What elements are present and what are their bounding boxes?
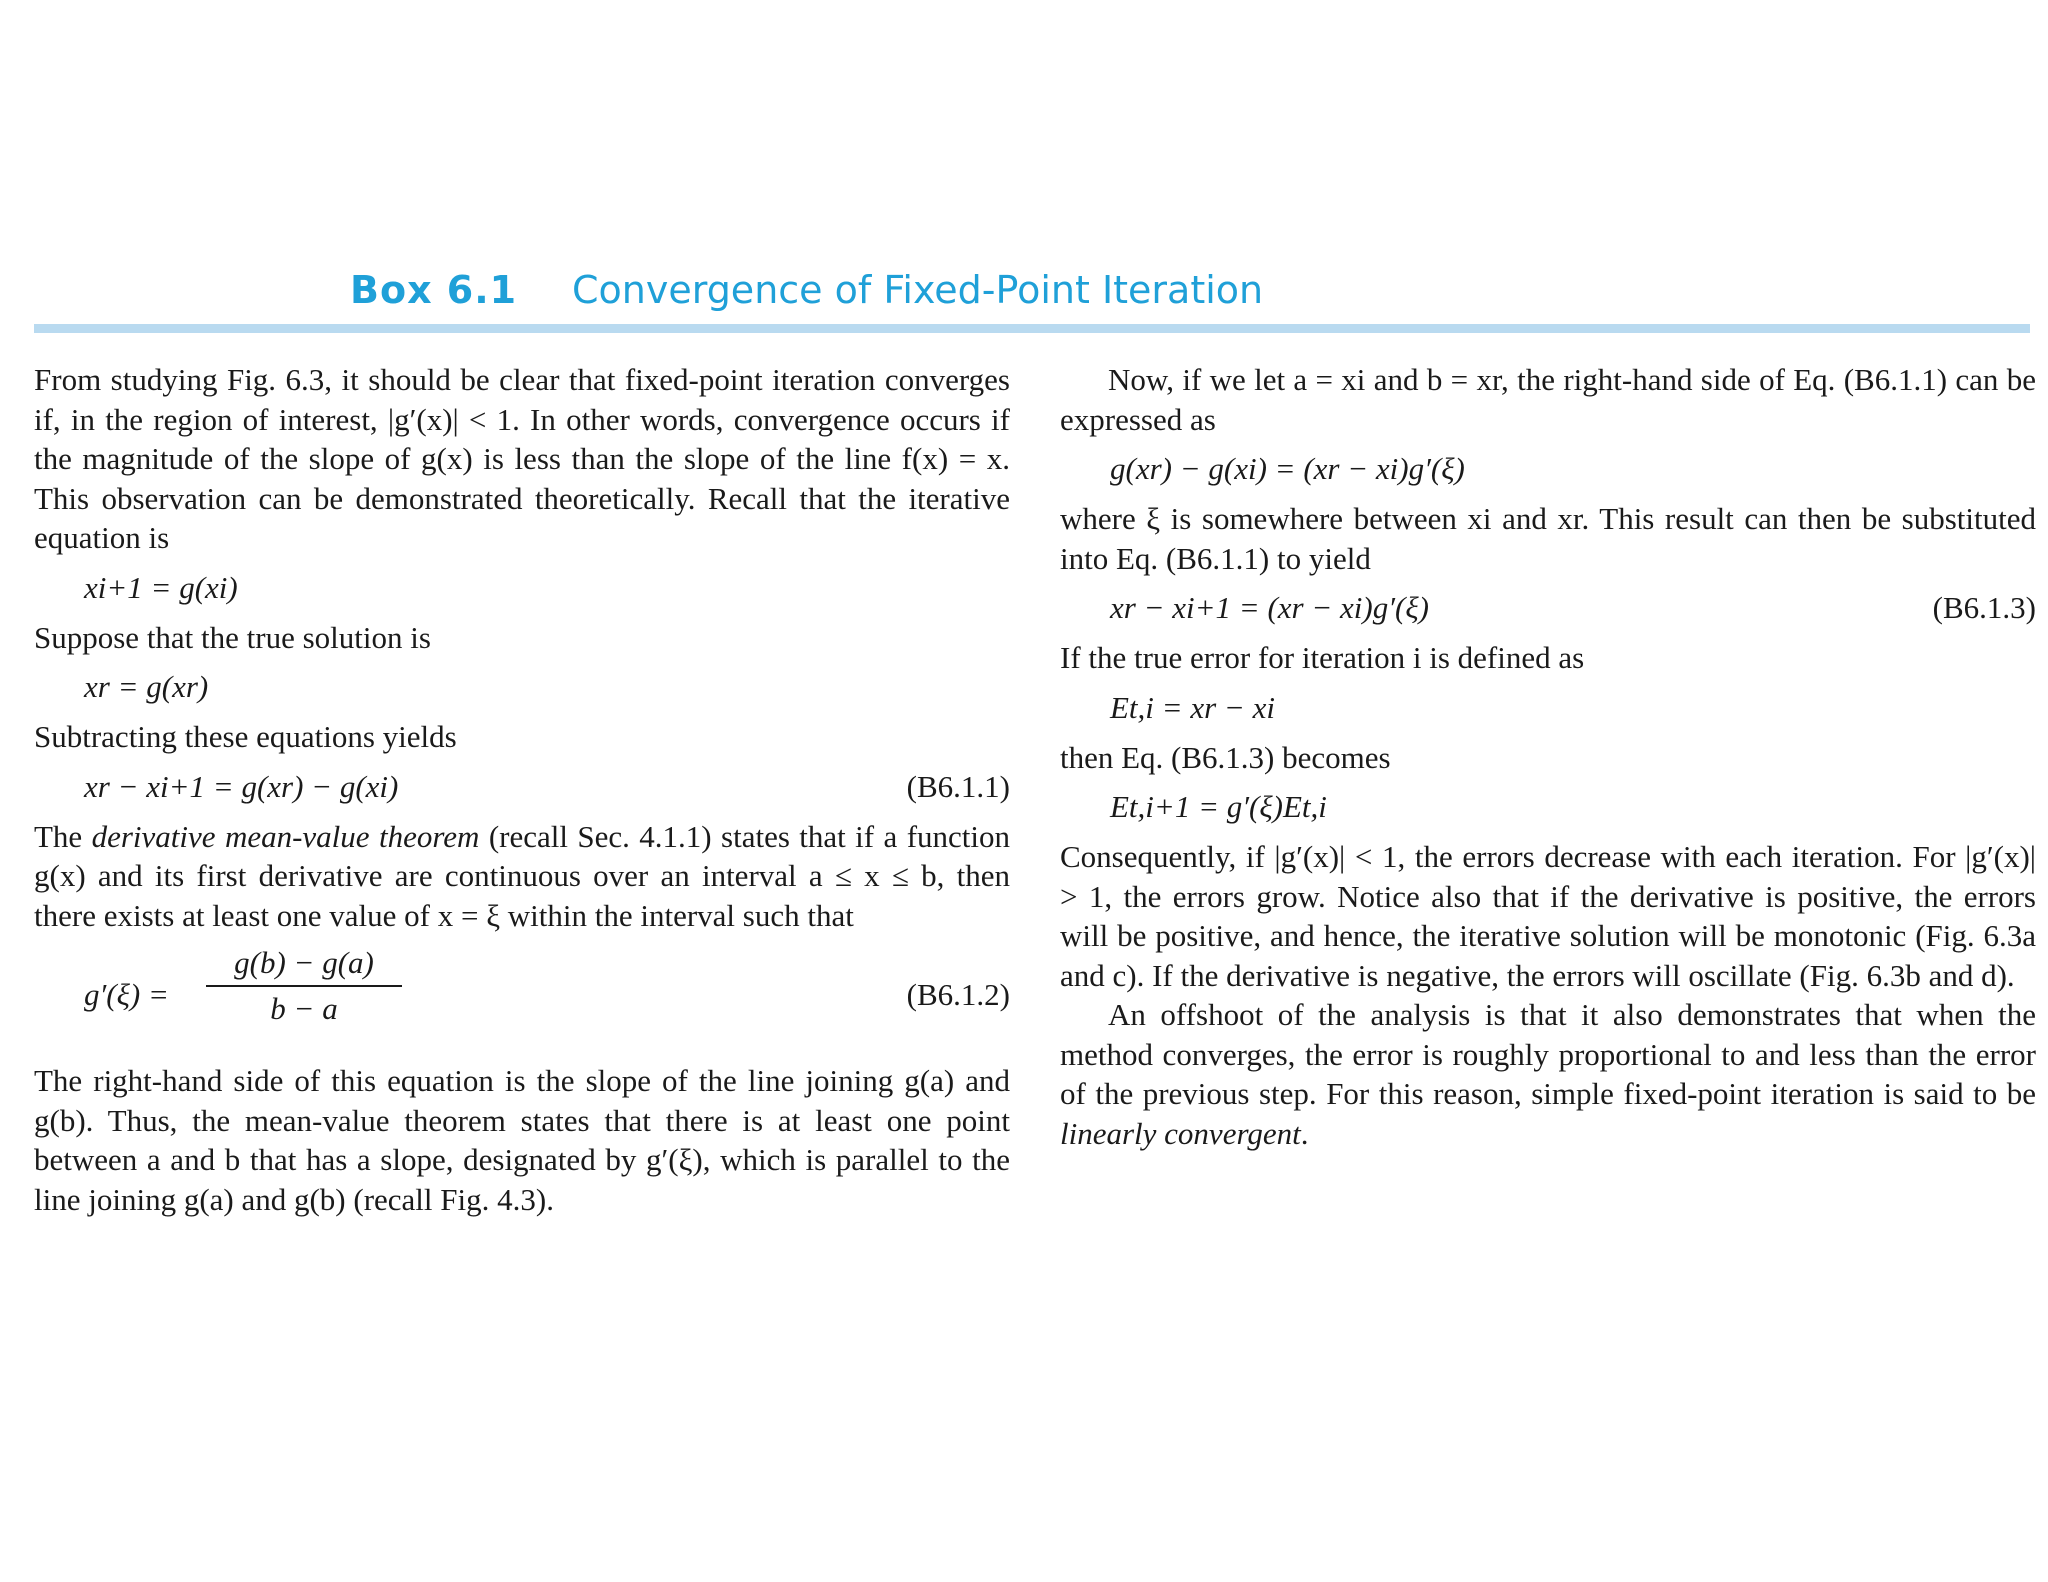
equation-b611-text: xr − xi+1 = g(xr) − g(xi) — [84, 768, 399, 804]
equation-b611-number: (B6.1.1) — [906, 768, 1010, 804]
equation-b611 — [34, 757, 1010, 817]
right-paragraph-6-end: . — [1300, 1115, 1309, 1151]
left-column — [34, 360, 1010, 1219]
equation-b612-fraction — [206, 943, 402, 1028]
equation-true-solution — [34, 657, 1010, 717]
equation-true-solution-text: xr = g(xr) — [84, 669, 209, 704]
left-paragraph-4-start: The — [34, 818, 92, 854]
right-paragraph-1: Now, if we let a = xi and b = xr, the right-hand side of Eq. (B6.1.1) can be expressed as — [1060, 362, 2036, 437]
equation-mean-value-sub — [1060, 439, 2036, 499]
right-paragraph-4: then Eq. (B6.1.3) becomes — [1060, 739, 1391, 775]
box-header — [34, 260, 2030, 333]
equation-b613-text: xr − xi+1 = (xr − xi)g′(ξ) — [1110, 590, 1429, 625]
left-paragraph-2: Suppose that the true solution is — [34, 619, 431, 655]
right-column — [1060, 360, 2036, 1153]
right-paragraph-5: Consequently, if |g′(x)| < 1, the errors decrease with each iteration. For |g′(x)| > 1, the errors grow. Notice also that if the derivative is positive, the errors will be positive, and hence, the iterative solution will be monotonic (Fig. 6.3a and c). If the derivative is negative, the errors will oscillate (Fig. 6.3b and d). — [1060, 839, 2036, 993]
left-paragraph-5: The right-hand side of this equation is the slope of the line joining g(a) and g(b). Thus, the mean-value theorem states that there is at least one point between a and b that has a slope, designated by g′(ξ), which is parallel to the line joining g(a) and g(b) (recall Fig. 4.3). — [34, 1063, 1010, 1217]
left-paragraph-4-end: (recall Sec. 4.1.1) states that if a function g(x) and its first derivative are continuous over an interval a ≤ x ≤ b, then there exists at least one value of x = ξ within the interval such that — [34, 818, 1010, 933]
equation-mean-value-sub-text: g(xr) − g(xi) = (xr − xi)g′(ξ) — [1110, 451, 1465, 486]
box-label: Box 6.1 — [350, 268, 518, 312]
equation-b612-number: (B6.1.2) — [906, 977, 1010, 1012]
equation-error-recursion-text: Et,i+1 = g′(ξ)Et,i — [1110, 789, 1327, 824]
right-paragraph-6 — [1060, 995, 2036, 1153]
left-paragraph-4 — [34, 817, 1010, 936]
right-paragraph-3: If the true error for iteration i is defined as — [1060, 640, 1585, 675]
equation-b612 — [34, 935, 1010, 1061]
box-title: Convergence of Fixed-Point Iteration — [572, 268, 1264, 312]
left-paragraph-3: Subtracting these equations yields — [34, 719, 457, 754]
left-paragraph-1: From studying Fig. 6.3, it should be clear that fixed-point iteration converges if, in the region of interest, |g′(x)| < 1. In other words, convergence occurs if the magnitude of the slope of g(x) is less than the slope of the line f(x) = x. This observation can be demonstrated theoretically. Recall that the iterative equation is — [34, 362, 1010, 555]
equation-true-error — [1060, 678, 2036, 738]
right-paragraph-6-emphasis: linearly convergent — [1060, 1115, 1301, 1151]
right-paragraph-2: where ξ is somewhere between xi and xr. This result can then be substituted into Eq. (B6.1.1) to yield — [1060, 501, 2036, 576]
equation-error-recursion — [1060, 777, 2036, 837]
equation-iteration — [34, 558, 1010, 618]
equation-iteration-text: xi+1 = g(xi) — [84, 569, 238, 605]
equation-b613 — [1060, 578, 2036, 638]
equation-b612-lhs: g′(ξ) = — [84, 977, 169, 1012]
equation-b612-denominator: b − a — [270, 990, 338, 1026]
equation-b612-numerator: g(b) − g(a) — [206, 943, 402, 987]
equation-true-error-text: Et,i = xr − xi — [1110, 689, 1275, 725]
right-paragraph-6-start: An offshoot of the analysis is that it also demonstrates that when the method converges, the error is roughly proportional to and less than the error of the previous step. For this reason, simple fixed-point iteration is said to be — [1060, 997, 2036, 1111]
left-paragraph-4-emphasis: derivative mean-value theorem — [91, 818, 480, 854]
equation-b613-number: (B6.1.3) — [1932, 590, 2036, 625]
